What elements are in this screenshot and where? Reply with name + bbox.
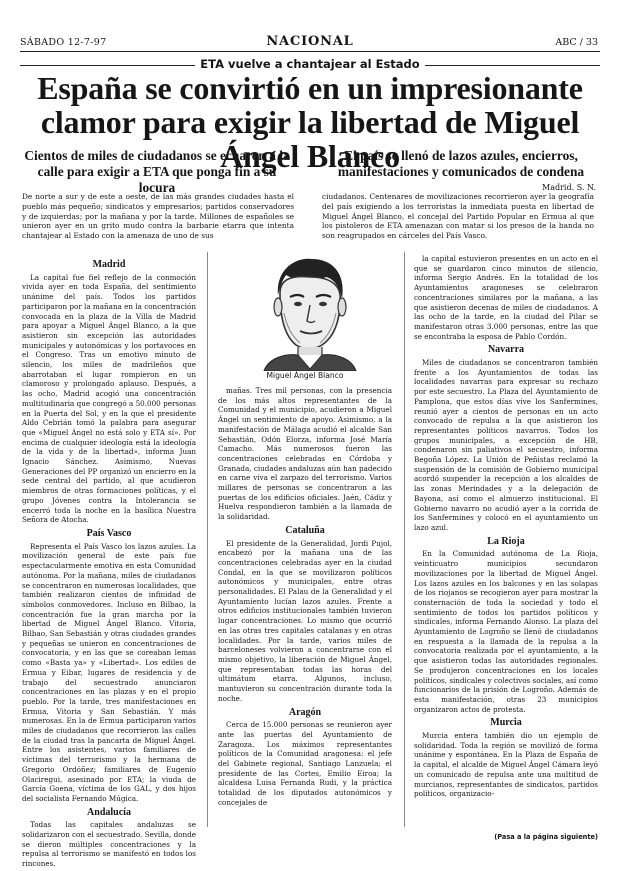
paragraph-cataluna: El presidente de la Generalidad, Jordi Pujol, encabezó por la mañana una de las concentraciones celebradas ayer en la ciudad Condal, en la que se movilizaron políticos autonómicos y municipales, entre otras personalidades. El Palau de la Generalidad y el Ayuntamiento lucían lazos azules. Frente a otros edificios institucionales también tuvieron lugar concentraciones. Lo mismo que ocurrió en las otras tres capitales catalanas y en otras localidades. Por la tarde, varios miles de barceloneses volvieron a concentrarse con el mismo objetivo, la liberación de Miguel Ángel, que representaban todas las horas del ultimátum etarra. Algunos, incluso, mantuvieron su concentración durante toda la noche. (218, 538, 392, 703)
subhead-murcia: Murcia (490, 717, 522, 729)
issue-date: SÁBADO 12-7-97 (20, 37, 107, 48)
paragraph-navarra: Miles de ciudadanos se concentraron también frente a los Ayuntamientos de todas las localidades navarras para expresar su rechazo por este secuestro. La Plaza del Ayuntamiento de Pamplona, que estos días vive los Sanfermines, reunió ayer a cientos de personas en un acto convocado de repulsa a la que asistieron los representantes políticos navarros. Todos los grupos municipales, a excepción de HB, condenaron sin paliativos el secuestro, informa Begoña López. La Unión de Peñistas reclamó la suspensión de la comisión de Gobierno municipal acordó suspender la recepción a los alcaldes de las zonas Merindades y a la delegación de Bayona, así como el almuerzo institucional. El Gobierno navarro no acudió ayer a la corrida de los Sanfermines y colocó en el ayuntamiento un lazo azul. (414, 358, 598, 532)
paragraph-pais-vasco: Representa el País Vasco los lazos azules. La movilización general de este país fue espectacularmente emotiva en esta Comunidad autónoma. Por la mañana, miles de ciudadanos se concentraron en numerosas localidades, que también realizaron cientos de infinidad de símbolos conmovedores. Incluso en Bilbao, la concentración fue la gran marcha por la libertad de Miguel Ángel Blanco. Vitoria, Bilbao, San Sebastián y otras ciudades grandes y pequeñas se unieron en concentraciones de convocatoria, y en las que se coreaban lemas como «Basta ya» y «Libertad». Los ediles de Ermua y Eibar, lugares de residencia y de trabajo del secuestrado anunciaron concentraciones en las plazas y en el propio pueblo. Por la tarde, tres manifestaciones en Ermua, Vitoria y San Sebastián. Y más numerosas. En la de Ermua participaron varios miles de ciudadanos que recorrieron las calles de la ciudad tras la pancarta de Miguel Ángel. Entre los asistentes, varios familiares de víctimas del terrorismo y la hermana de Gregorio Ordóñez; familiares de Eugenio Olaciregui, asesinado por ETA; la viuda de García Goena, víctima de los GAL, y dos hijos del socialista Fernando Múgica. (22, 541, 196, 803)
article-column-1 (22, 260, 196, 871)
paragraph-madrid: La capital fue fiel reflejo de la conmoción vivida ayer en toda España, del sentimiento unánime del país. Todos los partidos participaron por la mañana en la concentración convocada en la plaza de la Villa de Madrid para apoyar a Miguel Ángel Blanco, a la que asistieron sin excepción las autoridades municipales y autonómicas y los portavoces en el Congreso. Tras un emotivo minuto de silencio, los miles de madrileños que abarrotaban el lugar rompieron en un clamoroso y prolongado aplauso. Después, a las ocho, Madrid acogió una concentración multitudinaria que congregó a 50.000 personas en la Puerta del Sol, y en la que el presidente Aldo Cebrián tomó la palabra para asegurar que «Miguel Ángel no está solo y ETA sí». Por encima de cualquier ideología está la ideología de la vida y de la libertad», informa Juan Ignacio Sánchez. Asimismo, Nuevas Generaciones del PP organizó un encierro en la sede central del partido, al que acudieron miembros de otras formaciones políticas, y el grupo Jóvenes contra la Intolerancia se encerró toda la noche en la basílica Nuestra Señora de Atocha. (22, 272, 196, 525)
byline: Madrid. S. N. (542, 183, 596, 192)
section-title: NACIONAL (266, 34, 354, 49)
deck-right: El país se llenó de lazos azules, encierros, manifestaciones y comunicados de condena (337, 148, 585, 179)
portrait-photo (256, 253, 362, 371)
column-rule (207, 252, 208, 827)
page-number: ABC / 33 (555, 37, 598, 48)
continued-note: (Pasa a la página siguiente) (494, 833, 598, 841)
subhead-pais-vasco: País Vasco (86, 527, 132, 539)
lead-paragraph-left: De norte a sur y de este a oeste, de las más grandes ciudades hasta el pueblo más pequeño; sindicatos y empresarios; partidos conservadores y de izquierdas; por la mañana y por la tarde. Millones de españoles se unieron ayer en un grito mudo contra la barbarie etarra que intenta chantajear al Estado con la amenaza de uno de sus (22, 192, 294, 241)
paragraph-la-rioja: En la Comunidad autónoma de La Rioja, veinticuatro municipios secundaron movilizaciones por la libertad de Miguel Ángel. Los lazos azules en los balcones y en las solapas de los riojanos se recogieron ayer para mostrar la consternación de toda la sociedad y todo el sentimiento de todos los partidos políticos y sindicales, informa Fernando Alonso. La plaza del Ayuntamiento de Logroño se llenó de ciudadanos en respuesta a la llamada de la repulsa a la convocatoria realizada por el ayuntamiento, a la que asistieron todas las autoridades regionales. Se produjeron concentraciones en los locales políticos, sindicales y colectivos sociales, así como funcionarios de la prisión de Logroño. Además de esta manifestación, otras 23 municipios organizaron actos de protesta. (414, 549, 598, 714)
article-column-2 (218, 386, 392, 810)
kicker: ETA vuelve a chantajear al Estado (200, 57, 420, 71)
headline: España se convirtió en un impresionante clamor para exigir la libertad de Miguel Ángel Blanco (37, 70, 583, 174)
photo-caption: Miguel Ángel Blanco (266, 371, 344, 380)
deck-left: Cientos de miles de ciudadanos se echaron a la calle para exigir a ETA que ponga fin a su locura (24, 148, 290, 195)
paragraph-aragon: Cerca de 15.000 personas se reunieron ayer ante las puertas del Ayuntamiento de Zaragoza. Los máximos representantes políticos de la Comunidad aragonesa: el jefe del Gabinete regional, Santiago Lanzuela; el presidente de las Cortes, Emilio Eiroa; la alcaldesa Luisa Fernanda Rudi, y la práctica totalidad de los diputados autonómicos y concejales de (218, 720, 392, 807)
subhead-la-rioja: La Rioja (487, 535, 525, 547)
article-column-3 (414, 254, 598, 801)
lead-paragraph-right: ciudadanos. Centenares de movilizaciones recorrieron ayer la geografía del país exigiendo a los terroristas la inmediata puesta en libertad de Miguel Ángel Blanco, el concejal del Partido Popular en Ermua al que los pistoleros de ETA amenazan con matar si los presos de la banda no son reagrupados en cárceles del País Vasco. (322, 192, 594, 241)
subhead-navarra: Navarra (487, 344, 525, 356)
portrait-illustration (256, 253, 362, 371)
paragraph-murcia: Murcia entera también dio un ejemplo de solidaridad. Toda la región se movilizó de forma unánime y espontánea. En la Plaza de España de la capital, el alcalde de Miguel Ángel Cámara leyó un comunicado de repulsa ante una multitud de murcianos, representantes de sindicatos, partidos políticos, organizacio- (414, 731, 598, 799)
kicker-rule-right (425, 65, 600, 66)
paragraph-andalucia: Todas las capitales andaluzas se solidarizaron con el secuestrado. Sevilla, donde se dieron múltiples concentraciones y la repulsa al terrorismo se manifestó en todos los rincones. (22, 820, 197, 869)
paragraph-andalucia-cont: mañas. Tres mil personas, con la presencia de los más altos representantes de la Comunidad y el municipio, acudieron a Miguel Ángel un sentimiento de apoyo. Asimismo, a la manifestación de Málaga acudió el alcalde San Sebastián, Odón Elorza, informa José María Camacho. Más numerosos fueron las concentraciones celebradas en Córdoba y Granada, ciudades andaluzas aún han padecido en carne viva el zarpazo del terrorismo. Varios millares de personas se concentraron a las puertas de los edificios oficiales. Jaén, Cádiz y Huelva respondieron también a la llamada de la solidaridad. (218, 386, 392, 522)
subhead-cataluna: Cataluña (285, 524, 325, 536)
column-rule (404, 252, 405, 827)
subhead-andalucia: Andalucía (87, 806, 131, 818)
paragraph-aragon-cont: la capital estuvieron presentes en un acto en el que se guardaron cinco minutos de silencio, informa Sergio Andrés. En la totalidad de los Ayuntamientos aragoneses se celebraron concentraciones similares por la mañana, a las que asistieron decenas de miles de ciudadanos. A las ocho de la tarde, en la ciudad del Pilar se manifestaron otras 3.000 personas, entre las que se encontraba la esposa de Pablo Cordón. (414, 254, 598, 341)
subhead-madrid: Madrid (92, 259, 126, 270)
subhead-aragon: Aragón (288, 706, 322, 718)
header-rule (20, 51, 600, 52)
